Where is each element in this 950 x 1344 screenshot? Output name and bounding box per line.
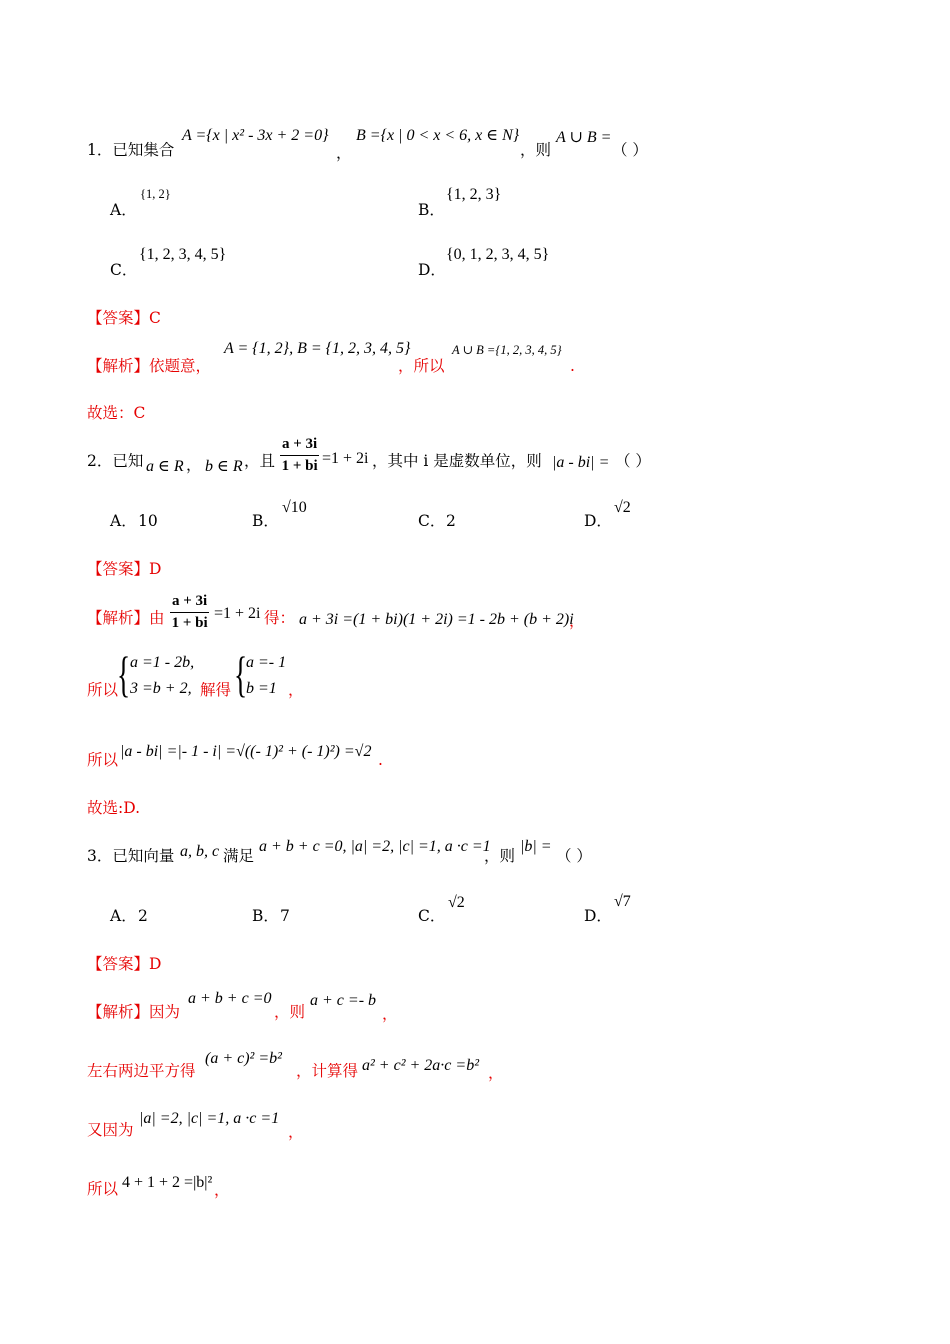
- q2-modulus: |a - bi| =: [552, 454, 610, 471]
- q2-choice: 故选:D.: [87, 799, 141, 817]
- q2-explanation-fraction-denominator: 1 + bi: [171, 615, 208, 631]
- q2-fraction-numerator: a + 3i: [280, 437, 319, 456]
- q2-option-d-label: D．: [584, 512, 612, 530]
- q2-explanation-get: 得：: [264, 609, 296, 627]
- q3-because-comma: ，: [288, 1123, 304, 1141]
- q2-option-a-value: 10: [138, 512, 158, 530]
- q3-option-b-label: B．: [252, 907, 279, 925]
- q3-option-d-value: √7: [614, 893, 631, 910]
- q3-option-d-label: D．: [584, 907, 612, 925]
- q2-explanation-fraction-numerator: a + 3i: [170, 594, 209, 613]
- q1-comma: ，: [336, 144, 352, 162]
- q2-explanation-fraction: [170, 594, 209, 631]
- q3-so-label: 所以: [87, 1180, 119, 1198]
- q3-then: ，则: [484, 847, 516, 865]
- q3-so-equation: 4 + 1 + 2 =|b|²: [122, 1174, 213, 1191]
- q2-explanation-comma: ，: [569, 612, 585, 630]
- q2-and: ，且: [244, 452, 276, 470]
- q3-because-label: 又因为: [87, 1121, 134, 1139]
- q2-system-1-line-1: a =1 - 2b,: [130, 654, 195, 671]
- q2-option-b-label: B．: [252, 512, 279, 530]
- q3-answer: 【答案】D: [87, 955, 162, 973]
- q1-option-c-value: {1, 2, 3, 4, 5}: [139, 246, 227, 263]
- q2-so-label-2: 所以: [87, 751, 119, 769]
- q1-answer: 【答案】C: [87, 309, 161, 327]
- q2-system-comma: ，: [288, 681, 304, 699]
- q2-equation-rhs: =1 + 2i: [322, 450, 369, 467]
- q3-vectors: a, b, c: [180, 843, 220, 860]
- q2-a-in-r: a ∈ R: [146, 458, 184, 475]
- q3-because-equation: |a| =2, |c| =1, a ·c =1: [139, 1110, 280, 1127]
- q1-then: ，则: [520, 141, 552, 159]
- q1-option-d-value: {0, 1, 2, 3, 4, 5}: [446, 246, 550, 263]
- q2-option-a-label: A．: [110, 512, 137, 530]
- q1-option-c-label: C．: [110, 261, 138, 279]
- q2-explanation-label: 【解析】由: [87, 609, 165, 627]
- q3-paren: （ ）: [556, 847, 592, 865]
- q1-explanation-so: ，所以: [398, 357, 445, 375]
- q1-union: A ∪ B =: [556, 129, 612, 146]
- q3-option-a-value: 2: [138, 907, 148, 925]
- q1-set-a: A ={x | x² - 3x + 2 =0}: [182, 127, 329, 144]
- q3-option-a-label: A．: [110, 907, 137, 925]
- q2-option-c-value: 2: [446, 512, 456, 530]
- q3-satisfy: 满足: [223, 847, 255, 865]
- q3-calc-equation: a² + c² + 2a·c =b²: [362, 1057, 479, 1074]
- q2-option-d-value: √2: [614, 499, 631, 516]
- q1-explanation-label: 【解析】依题意，: [87, 357, 212, 375]
- q2-so-label-1: 所以: [87, 681, 119, 699]
- q2-system-2-line-2: b =1: [246, 680, 277, 697]
- q2-answer: 【答案】D: [87, 560, 162, 578]
- q2-where: ，其中 i 是虚数单位，则: [372, 452, 542, 470]
- q2-paren: （ ）: [615, 452, 651, 470]
- q3-explanation-label: 【解析】因为: [87, 1003, 181, 1021]
- q1-number: 1．已知集合: [87, 141, 175, 159]
- q1-option-b-value: {1, 2, 3}: [446, 186, 502, 203]
- q3-option-c-label: C．: [418, 907, 446, 925]
- q2-fraction: [280, 437, 319, 474]
- q3-calc-label: ，计算得: [296, 1062, 359, 1080]
- q2-option-c-label: C．: [418, 512, 446, 530]
- q2-modulus-expression: |a - bi| =|- 1 - i| =√((- 1)² + (- 1)²) =√2: [120, 743, 372, 760]
- q2-number: 2．已知: [87, 452, 144, 470]
- q1-choice: 故选：C: [87, 404, 146, 422]
- q2-explanation-rhs: =1 + 2i: [214, 605, 261, 622]
- q2-solve-label: 解得: [200, 681, 232, 699]
- q2-system-2: [246, 655, 286, 707]
- q2-explanation-expand: a + 3i =(1 + bi)(1 + 2i) =1 - 2b + (b + 2)i: [299, 611, 574, 628]
- q2-system-1: [130, 655, 194, 707]
- q3-option-b-value: 7: [280, 907, 290, 925]
- q3-target: |b| =: [520, 838, 552, 855]
- q3-explanation-ac: a + c =- b: [310, 992, 377, 1009]
- q1-option-d-label: D．: [418, 261, 446, 279]
- q1-explanation-sets: A = {1, 2}, B = {1, 2, 3, 4, 5}: [224, 340, 411, 357]
- q3-option-c-value: √2: [448, 894, 465, 911]
- q3-explanation-then: ，则: [274, 1003, 306, 1021]
- q2-fraction-denominator: 1 + bi: [281, 458, 318, 474]
- q3-calc-comma: ，: [488, 1064, 504, 1082]
- q2-system-1-line-2: 3 =b + 2,: [130, 680, 192, 697]
- q2-system-brace-2: {: [234, 646, 248, 702]
- q3-square-label: 左右两边平方得: [87, 1062, 196, 1080]
- q2-b-in-r: b ∈ R: [205, 458, 243, 475]
- q2-option-b-value: √10: [282, 499, 307, 516]
- q3-so-comma: ，: [214, 1181, 230, 1199]
- q1-paren: （ ）: [612, 141, 648, 159]
- q3-explanation-comma: ，: [382, 1005, 398, 1023]
- q1-explanation-union: A ∪ B ={1, 2, 3, 4, 5}: [452, 343, 562, 357]
- q2-system-brace-1: {: [117, 646, 131, 702]
- q1-option-a-value: {1, 2}: [140, 187, 171, 201]
- q2-system-2-line-1: a =- 1: [246, 654, 287, 671]
- q1-set-b: B ={x | 0 < x < 6, x ∈ N}: [356, 127, 520, 144]
- q2-modulus-end: .: [378, 751, 383, 769]
- q3-condition: a + b + c =0, |a| =2, |c| =1, a ·c =1: [259, 838, 491, 855]
- q3-explanation-sum: a + b + c =0: [188, 990, 272, 1007]
- q1-option-a-label: A．: [110, 201, 137, 219]
- q2-comma: ，: [186, 456, 202, 474]
- q1-option-b-label: B．: [418, 201, 445, 219]
- q3-number: 3．已知向量: [87, 847, 175, 865]
- q3-square-equation: (a + c)² =b²: [205, 1050, 282, 1067]
- q1-explanation-end: .: [570, 357, 575, 375]
